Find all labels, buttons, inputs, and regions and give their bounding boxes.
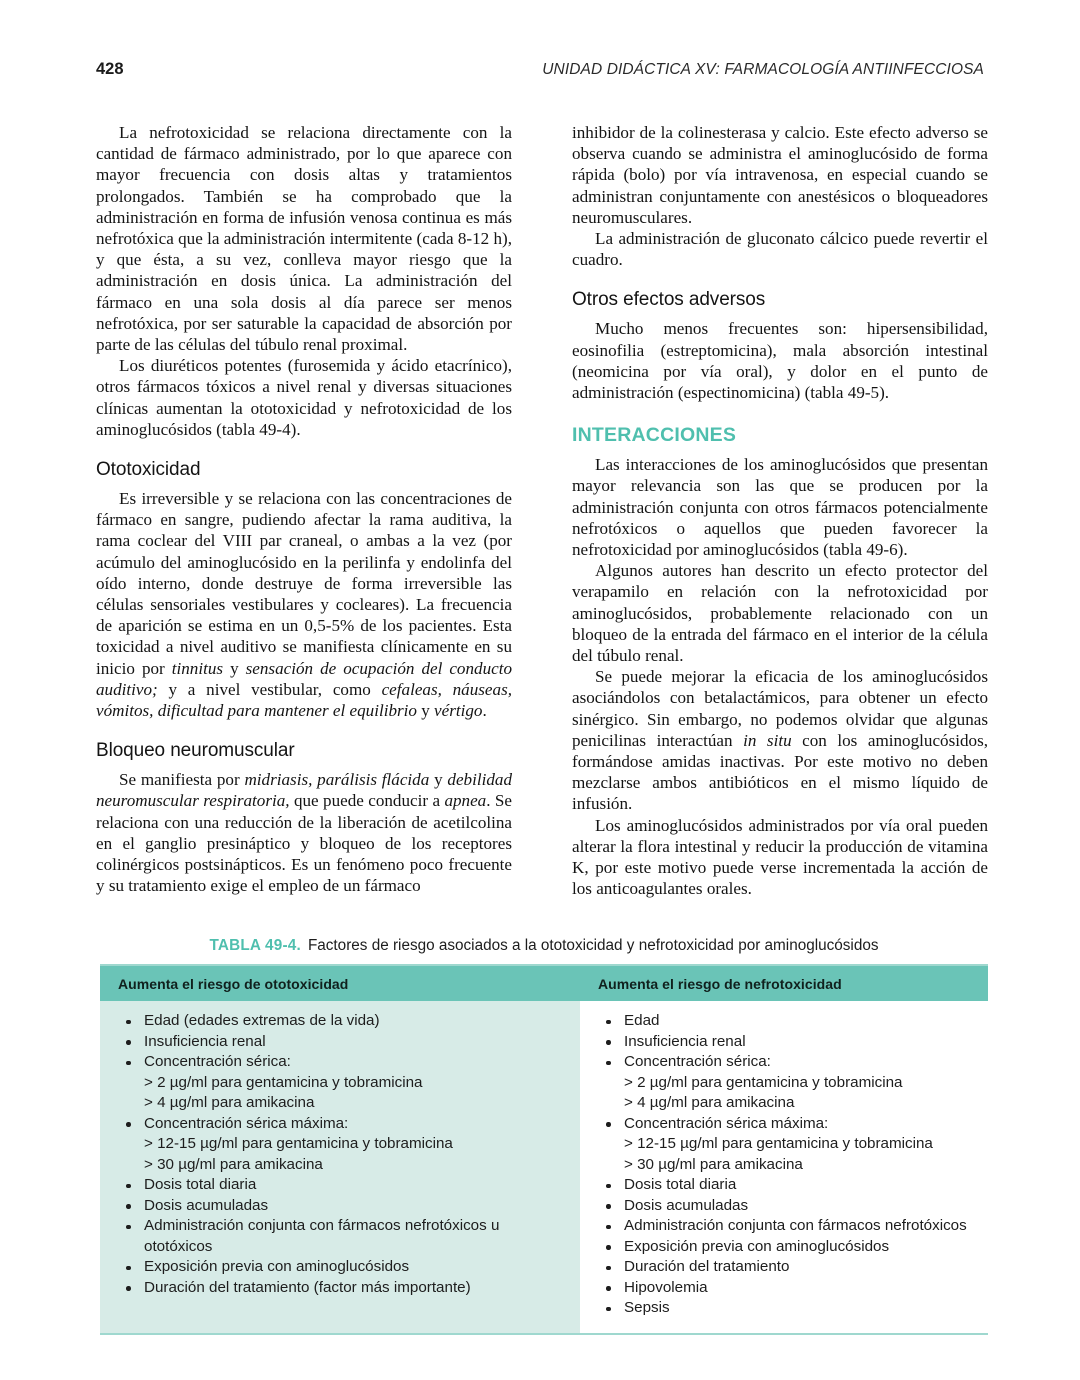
paragraph xyxy=(96,769,512,896)
text-run: y xyxy=(416,701,435,721)
emphasis: debilidad neuromuscular respiratoria, xyxy=(96,770,512,811)
list-item: > 12-15 µg/ml para gentamicina y tobramicina xyxy=(144,1135,453,1152)
paragraph: La nefrotoxicidad se relaciona directamente con la cantidad de fármaco administrado, por lo que aparece con mayor frecuencia con dosis altas y tratamientos prolongados. También se ha comprobado que la administración en forma de infusión venosa continua es más nefrotóxica que la administración intermitente (cada 8-12 h), y que ésta, a su vez, conlleva mayor riesgo que la administración en dosis única. La administración del fármaco en una sola dosis al día parece ser menos nefrotóxica, por ser saturable la capacidad de absorción por parte de las células del túbulo renal proximal. xyxy=(96,123,512,355)
list-item: Concentración sérica: xyxy=(602,1052,974,1073)
text-run: y a nivel vestibular, como xyxy=(157,679,382,699)
list-item: > 30 µg/ml para amikacina xyxy=(144,1155,323,1173)
emphasis: in situ xyxy=(743,730,792,750)
text-run: y xyxy=(429,770,448,790)
column-header-ototoxicidad: Aumenta el riesgo de ototoxicidad xyxy=(118,975,349,992)
paragraph: Algunos autores han descrito un efecto protector del verapamilo en relación con la nefrotoxicidad por aminoglucósidos, probablemente relacionado con un bloqueo de la entrada del fármaco en el interior de la célula del túbulo renal. xyxy=(572,561,988,666)
list-item: Concentración sérica máxima: xyxy=(122,1114,566,1135)
text-run: con los aminoglucósidos, formándose amidas inactivas. Por este motivo no deben mezclarse ambos antibióticos en el mismo líquido de infusión. xyxy=(572,730,989,814)
running-head xyxy=(96,60,984,79)
paragraph: Los diuréticos potentes (furosemida y ácido etacrínico), otros fármacos tóxicos a nivel renal y diversas situaciones clínicas aumentan la ototoxicidad y nefrotoxicidad de los aminoglucósidos (tabla 49-4). xyxy=(96,356,512,439)
emphasis: cefaleas, náuseas, vómitos, dificultad para mantener el equilibrio xyxy=(96,679,512,721)
text-run: Es irreversible y se relaciona con las concentraciones de fármaco en sangre, pudiendo afectar la rama auditiva, la rama coclear del VIII par craneal, o ambas a la vez (por acúmulo del aminoglucósido en la perilinfa y endolinfa del oído interno, donde destruye de forma irreversible las células sensoriales vestibulares y cocleares). La frecuencia de aparición se estima en un 0,5-5% de los pacientes. Esta toxicidad a nivel auditivo se manifiesta clínicamente en su inicio por xyxy=(96,489,512,678)
emphasis: tinnitus xyxy=(171,658,224,678)
risk-list-ototoxicidad xyxy=(100,1011,580,1298)
table-cell-nefrotoxicidad xyxy=(580,1001,988,1333)
risk-list-nefrotoxicidad xyxy=(580,1011,988,1319)
list-item: Administración conjunta con fármacos nefrotóxicos u ototóxicos xyxy=(122,1216,566,1257)
table-bottom-rule xyxy=(100,1333,988,1335)
heading-otros-efectos-adversos: Otros efectos adversos xyxy=(572,289,766,311)
list-item: Edad xyxy=(602,1011,974,1032)
text-run: y xyxy=(223,658,246,678)
emphasis: vértigo xyxy=(434,701,483,721)
paragraph: Mucho menos frecuentes son: hipersensibilidad, eosinofilia (estreptomicina), mala absorción intestinal (neomicina por vía oral), y dolor en el punto de administración (espectinomicina) (tabla 49-5). xyxy=(572,319,988,403)
table-49-4 xyxy=(100,936,988,1335)
list-item: Dosis total diaria xyxy=(122,1175,566,1196)
list-item: Concentración sérica máxima: xyxy=(602,1114,974,1135)
emphasis: midriasis, parálisis flácida xyxy=(244,770,430,790)
paragraph: Las interacciones de los aminoglucósidos que presentan mayor relevancia son las que se producen por la administración conjunta con otros fármacos potencialmente nefrotóxicos o aquellos que pueden favorecer la nefrotoxicidad por aminoglucósidos (tabla 49-6). xyxy=(572,455,988,560)
list-item: Hipovolemia xyxy=(602,1278,974,1299)
paragraph: Los aminoglucósidos administrados por vía oral pueden alterar la flora intestinal y reducir la producción de vitamina K, por este motivo puede verse incrementada la acción de los anticoagulantes orales. xyxy=(572,815,988,899)
text-run: . Se relaciona con una reducción de la liberación de acetilcolina en el ganglio presináptico y bloqueo de los receptores colinérgicos postsinápticos. Es un fenómeno poco frecuente y su tratamiento exige el empleo de un fármaco xyxy=(96,791,512,896)
table-caption xyxy=(100,936,988,964)
list-item: > 30 µg/ml para amikacina xyxy=(624,1155,803,1173)
paragraph xyxy=(96,488,512,721)
list-item: Duración del tratamiento (factor más importante) xyxy=(122,1278,566,1299)
column-header-nefrotoxicidad: Aumenta el riesgo de nefrotoxicidad xyxy=(598,975,842,992)
heading-ototoxicidad: Ototoxicidad xyxy=(96,459,201,481)
list-item: Administración conjunta con fármacos nefrotóxicos xyxy=(602,1216,974,1237)
list-item: Exposición previa con aminoglucósidos xyxy=(602,1237,974,1258)
table-body xyxy=(100,1001,988,1333)
paragraph xyxy=(572,666,988,814)
table-caption-text: Factores de riesgo asociados a la ototoxicidad y nefrotoxicidad por aminoglucósidos xyxy=(307,937,879,954)
table-header-row xyxy=(100,966,988,1001)
list-item: Dosis total diaria xyxy=(602,1175,974,1196)
heading-interacciones: INTERACCIONES xyxy=(572,424,737,447)
list-item: > 4 µg/ml para amikacina xyxy=(144,1094,315,1111)
right-column xyxy=(572,122,988,900)
list-item: Sepsis xyxy=(602,1298,974,1319)
heading-bloqueo-neuromuscular: Bloqueo neuromuscular xyxy=(96,740,295,762)
list-item: Insuficiencia renal xyxy=(602,1032,974,1053)
text-run: . xyxy=(482,701,487,721)
table-cell-ototoxicidad xyxy=(100,1001,580,1333)
text-run: Se manifiesta por xyxy=(119,770,245,790)
list-item: Concentración sérica: xyxy=(122,1052,566,1073)
list-item: Insuficiencia renal xyxy=(122,1032,566,1053)
emphasis: apnea xyxy=(444,791,487,811)
list-item: > 12-15 µg/ml para gentamicina y tobramicina xyxy=(624,1135,933,1152)
text-run: que puede conducir a xyxy=(289,791,445,811)
list-item: Exposición previa con aminoglucósidos xyxy=(122,1257,566,1278)
list-item: > 2 µg/ml para gentamicina y tobramicina xyxy=(144,1073,423,1091)
list-item: Dosis acumuladas xyxy=(122,1196,566,1217)
text-columns xyxy=(96,122,988,900)
text-run: Se puede mejorar la eficacia de los aminoglucósidos asociándolos con betalactámicos, para obtener un efecto sinérgico. Sin embargo, no podemos olvidar que algunas penicilinas interactúan xyxy=(572,667,988,750)
table-number: TABLA 49-4. xyxy=(209,937,301,954)
list-item: Edad (edades extremas de la vida) xyxy=(122,1011,566,1032)
list-item: > 4 µg/ml para amikacina xyxy=(624,1094,795,1111)
page-number: 428 xyxy=(96,60,124,78)
list-item: > 2 µg/ml para gentamicina y tobramicina xyxy=(624,1073,903,1091)
emphasis: sensación de ocupación del conducto auditivo; xyxy=(96,658,513,699)
list-item: Dosis acumuladas xyxy=(602,1196,974,1217)
paragraph: La administración de gluconato cálcico puede revertir el cuadro. xyxy=(572,229,988,270)
left-column xyxy=(96,122,512,900)
list-item: Duración del tratamiento xyxy=(602,1257,974,1278)
paragraph: inhibidor de la colinesterasa y calcio. Este efecto adverso se observa cuando se administra el aminoglucósido de forma rápida (bolo) por vía intravenosa, en especial cuando se administran conjuntamente con anestésicos o bloqueadores neuromusculares. xyxy=(572,123,988,227)
running-head-title: UNIDAD DIDÁCTICA XV: FARMACOLOGÍA ANTIINFECCIOSA xyxy=(542,61,984,78)
